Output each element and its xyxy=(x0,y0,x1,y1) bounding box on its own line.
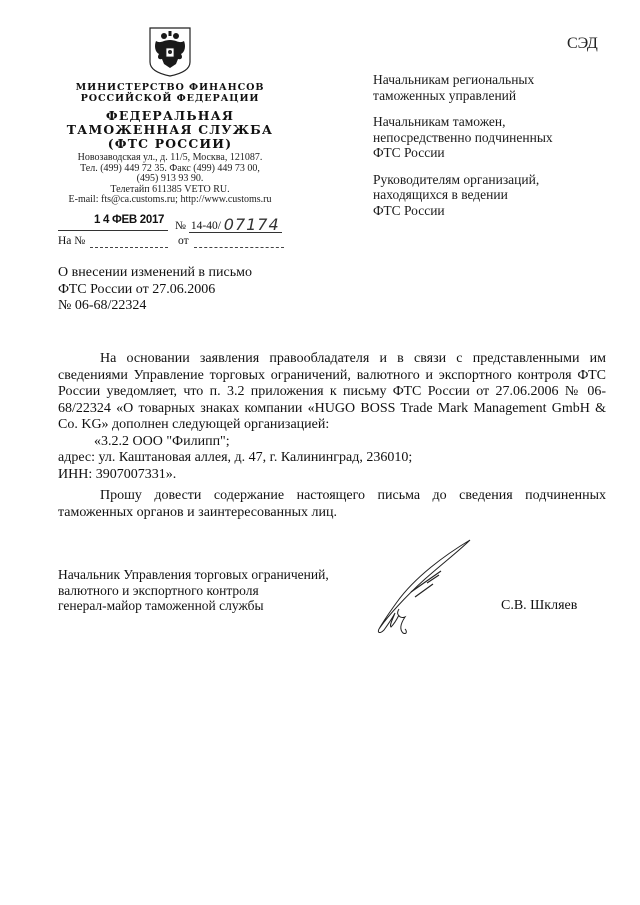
reference-date-blank xyxy=(194,247,284,248)
letter-body xyxy=(58,351,606,521)
service-line: ТАМОЖЕННАЯ СЛУЖБА xyxy=(66,122,274,137)
recipient-group xyxy=(373,72,623,103)
subject-line: № 06-68/22324 xyxy=(58,298,147,313)
body-paragraph: На основании заявления правообладателя и в связи с представленными им сведениями Управление торговых ограничений, валютного и экспортного контроля ФТС России уведомляет, что п. 3.2 приложения к письму ФТС России от 27.06.2006 № 06-68/22324 «О товарных знаках компании «HUGO BOSS Trade Mark Management GmbH & Co. KG» дополнен следующей организацией: xyxy=(58,351,606,432)
entry-inn: ИНН: 3907007331». xyxy=(58,466,177,482)
reference-number-blank xyxy=(90,247,168,248)
service-title xyxy=(60,109,280,151)
ministry-line: МИНИСТЕРСТВО ФИНАНСОВ xyxy=(75,82,265,93)
reference-date-label: от xyxy=(178,235,189,247)
registration-date-field xyxy=(58,214,168,231)
reference-number-label: На № xyxy=(58,235,86,247)
recipient-line: Начальникам региональных xyxy=(373,72,535,87)
teletype: Телетайп 611385 VETO RU. xyxy=(110,183,230,195)
signer-name: С.В. Шкляев xyxy=(501,598,578,613)
sed-mark: СЭД xyxy=(567,35,598,52)
ministry-line: РОССИЙСКОЙ ФЕДЕРАЦИИ xyxy=(80,93,260,104)
entry-line: «3.2.2 ООО "Филипп"; xyxy=(94,433,230,449)
recipient-line: Руководителям организаций, xyxy=(373,171,540,187)
recipient-line: таможенных управлений xyxy=(373,87,517,103)
ministry-title xyxy=(60,82,280,104)
signer-position xyxy=(58,567,368,614)
registration-date: 1 4 ФЕВ 2017 xyxy=(94,214,165,226)
recipient-line: непосредственно подчиненных xyxy=(373,129,553,145)
recipient-line: ФТС России xyxy=(373,202,445,218)
subject-line: ФТС России от 27.06.2006 xyxy=(58,281,216,297)
letter-subject xyxy=(58,265,318,315)
russian-coat-of-arms-icon xyxy=(147,26,193,78)
email-web: E-mail: fts@ca.customs.ru; http://www.customs.ru xyxy=(68,194,272,205)
handwritten-signature-icon xyxy=(375,537,475,642)
phone-fax: Тел. (499) 449 72 35. Факс (499) 449 73 00, xyxy=(80,162,260,174)
contact-info xyxy=(60,153,280,206)
registration-number-field xyxy=(175,214,282,233)
recipient-group xyxy=(373,114,623,161)
number-label: № xyxy=(175,220,186,232)
recipient-line: ФТС России xyxy=(373,145,445,160)
phone-alt: (495) 913 93 90. xyxy=(136,173,204,184)
position-line: валютного и экспортного контроля xyxy=(58,582,259,598)
recipient-line: Начальникам таможен, xyxy=(373,114,506,129)
number-printed: 14-40/ xyxy=(190,220,221,232)
position-line: генерал-майор таможенной службы xyxy=(58,598,264,613)
service-line: (ФТС РОССИИ) xyxy=(107,136,233,151)
registration-line xyxy=(58,214,308,234)
subject-line: О внесении изменений в письмо xyxy=(58,265,252,280)
position-line: Начальник Управления торговых ограничений, xyxy=(58,567,329,582)
recipient-group xyxy=(373,172,623,219)
reference-line xyxy=(58,235,308,251)
entry-address: адрес: ул. Каштановая аллея, д. 47, г. Калининград, 236010; xyxy=(58,450,413,465)
number-handwritten: 07174 xyxy=(223,215,280,234)
body-paragraph: Прошу довести содержание настоящего письма до сведения подчиненных таможенных органов и заинтересованных лиц. xyxy=(58,488,606,520)
recipient-line: находящихся в ведении xyxy=(373,187,508,202)
service-line: ФЕДЕРАЛЬНАЯ xyxy=(105,108,235,123)
registration-number xyxy=(189,215,282,234)
recipients xyxy=(373,72,623,229)
address: Новозаводская ул., д. 11/5, Москва, 121087. xyxy=(77,152,263,163)
